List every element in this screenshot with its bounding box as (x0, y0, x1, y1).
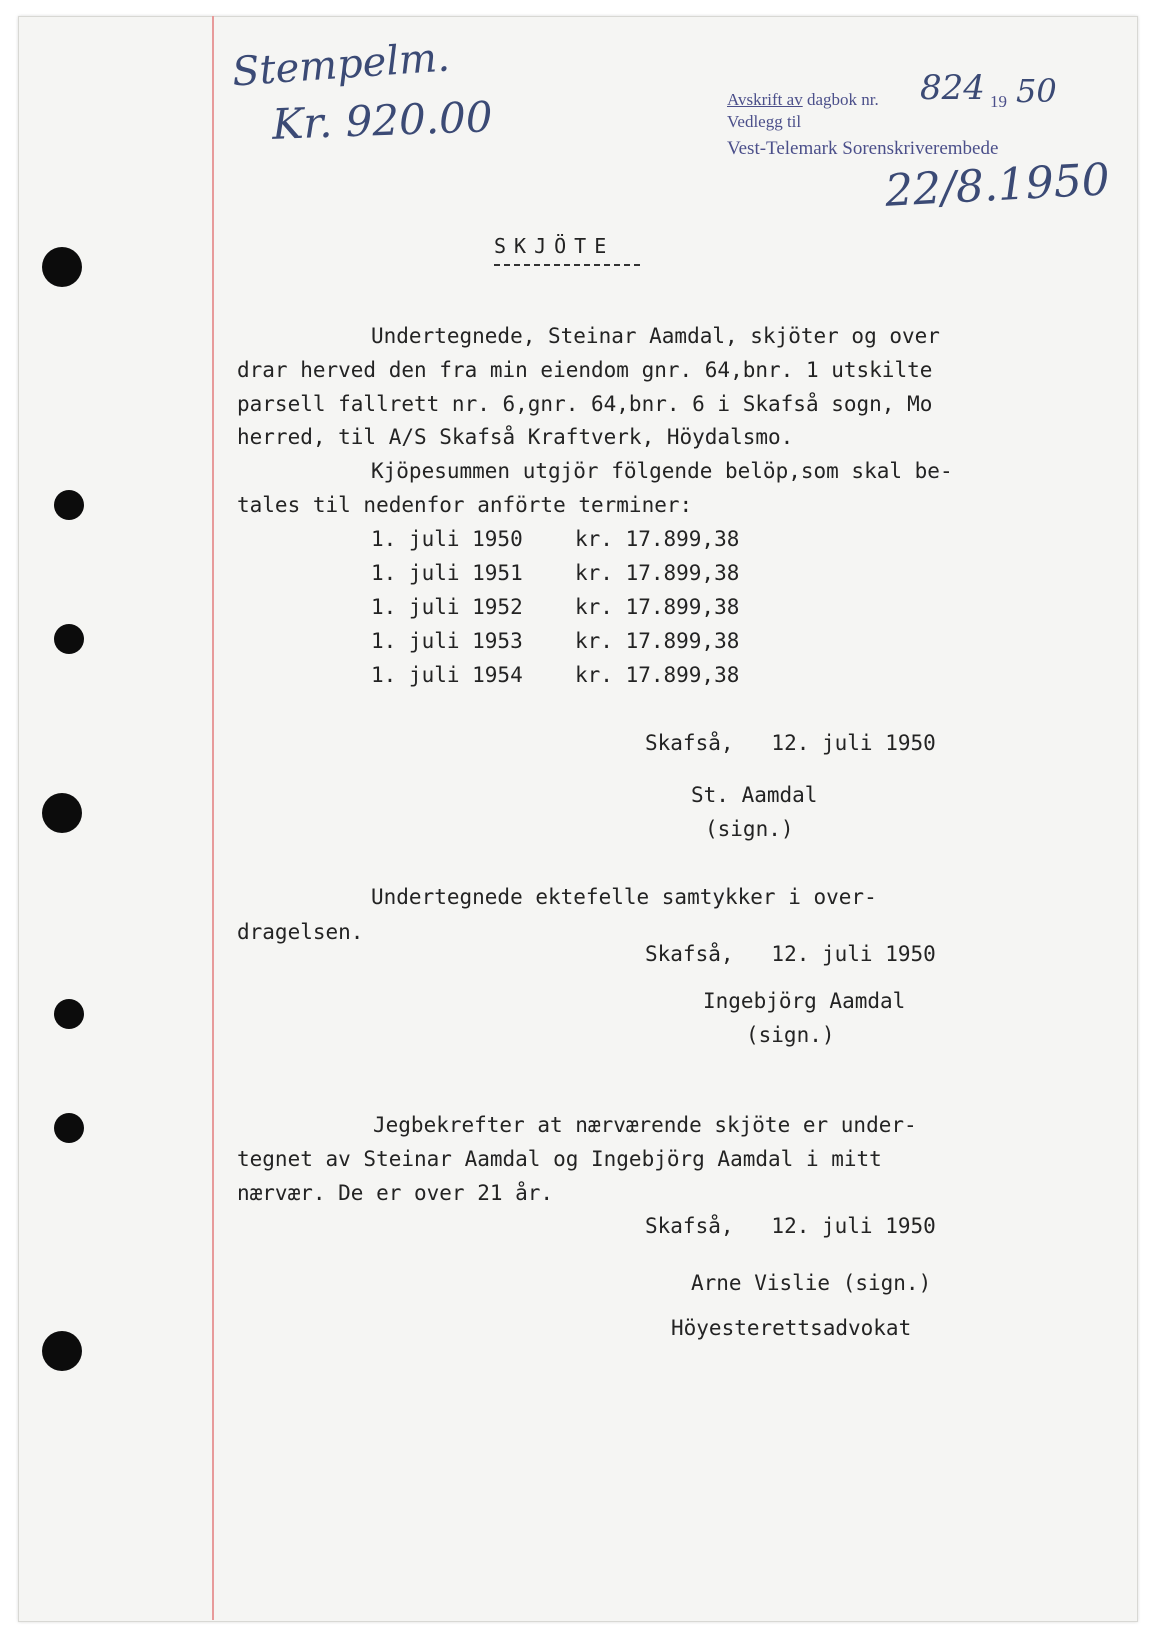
signatory-name: Ingebjörg Aamdal (703, 989, 906, 1013)
signature-place-date: Skafså, 12. juli 1950 (645, 1214, 936, 1238)
attestation-line: tegnet av Steinar Aamdal og Ingebjörg Aamdal i mitt (237, 1147, 882, 1171)
body-line: parsell fallrett nr. 6,gnr. 64,bnr. 6 i Skafså sogn, Mo (237, 392, 933, 416)
dagbok-year: 50 (1016, 72, 1057, 110)
margin-rule (212, 16, 214, 1620)
payment-amount: kr. 17.899,38 (575, 595, 740, 619)
stamp-copy-of: Avskrift av (727, 90, 803, 109)
attorney-title: Höyesterettsadvokat (671, 1316, 912, 1340)
punch-hole (54, 490, 84, 520)
signatory-name: St. Aamdal (691, 783, 818, 807)
body-line: Undertegnede, Steinar Aamdal, skjöter og over (371, 324, 940, 348)
body-line: Kjöpesummen utgjör fölgende belöp,som skal be- (371, 459, 953, 483)
body-line: drar herved den fra min eiendom gnr. 64,bnr. 1 utskilte (237, 358, 933, 382)
payment-date: 1. juli 1951 (371, 561, 523, 585)
body-line: tales til nedenfor anförte terminer: (237, 493, 693, 517)
stamp-year-prefix: 19 (990, 92, 1007, 111)
payment-amount: kr. 17.899,38 (575, 527, 740, 551)
punch-hole (54, 1113, 84, 1143)
signature-mark: (sign.) (746, 1023, 835, 1047)
dagbok-number: 824 (920, 68, 985, 108)
consent-line: Undertegnede ektefelle samtykker i over- (371, 885, 877, 909)
handwritten-date: 22/8.1950 (883, 154, 1111, 217)
payment-date: 1. juli 1954 (371, 663, 523, 687)
punch-hole (54, 624, 84, 654)
punch-hole (42, 247, 82, 287)
attorney-name: Arne Vislie (sign.) (691, 1271, 932, 1295)
stamp-fee-note: Stempelm. (230, 34, 452, 96)
punch-hole (42, 793, 82, 833)
payment-date: 1. juli 1953 (371, 629, 523, 653)
attestation-line: Jegbekrefter at nærværende skjöte er under- (373, 1113, 917, 1137)
payment-date: 1. juli 1952 (371, 595, 523, 619)
signature-mark: (sign.) (705, 817, 794, 841)
payment-amount: kr. 17.899,38 (575, 561, 740, 585)
document-title: SKJÖTE (494, 234, 615, 258)
stamp-dagbok-label: dagbok nr. (806, 90, 879, 109)
registry-stamp-line2: Vedlegg til (727, 112, 802, 131)
payment-amount: kr. 17.899,38 (575, 663, 740, 687)
punch-hole (42, 1331, 82, 1371)
punch-hole (54, 999, 84, 1029)
signature-place-date: Skafså, 12. juli 1950 (645, 731, 936, 755)
consent-line: dragelsen. (237, 920, 364, 944)
registry-stamp-line1 (727, 90, 879, 110)
payment-amount: kr. 17.899,38 (575, 629, 740, 653)
title-underline (494, 264, 640, 266)
fee-amount-note: Kr. 920.00 (271, 92, 494, 149)
signature-place-date: Skafså, 12. juli 1950 (645, 942, 936, 966)
body-line: herred, til A/S Skafså Kraftverk, Höydalsmo. (237, 425, 794, 449)
attestation-line: nærvær. De er over 21 år. (237, 1181, 554, 1205)
payment-date: 1. juli 1950 (371, 527, 523, 551)
registry-stamp-office: Vest-Telemark Sorenskriverembede (727, 138, 999, 159)
